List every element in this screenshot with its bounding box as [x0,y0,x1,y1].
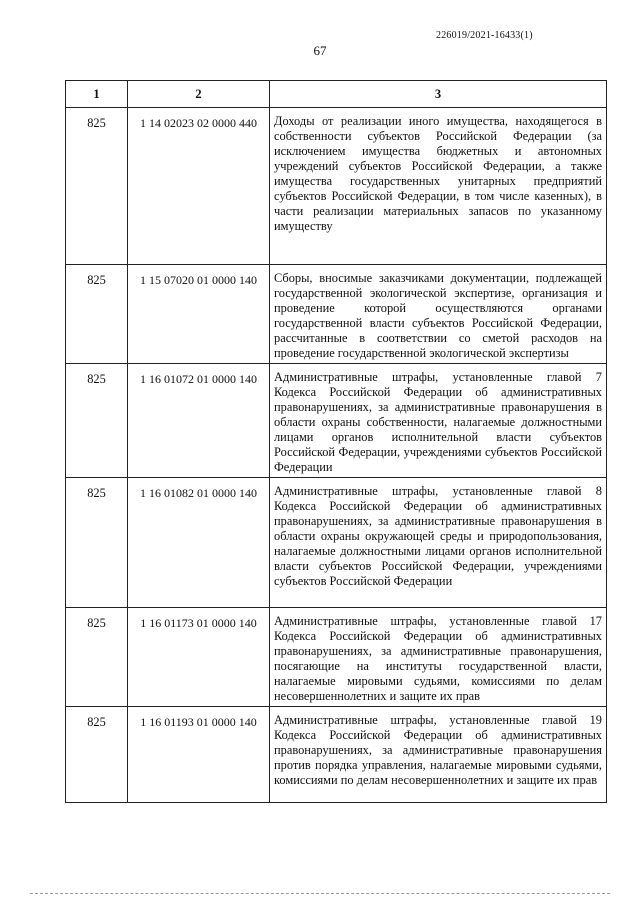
kbk-code-cell: 1 15 07020 01 0000 140 [128,265,270,364]
description-cell: Сборы, вносимые заказчиками документации, подлежащей государственной экологической экспертизе, организация и проведение которой осуществляются органами государственной власти субъектов Российской Федерации, рассчитанные в соответствии со сметой расходов на проведение государственной экологической экспертизы [270,265,607,364]
description-cell: Административные штрафы, установленные главой 19 Кодекса Российской Федерации об административных правонарушениях, за административные правонарушения против порядка управления, налагаемые мировыми судьями, комиссиями по делам несовершеннолетних и защите их прав [270,707,607,803]
table-header-row [66,81,607,108]
kbk-code-cell: 1 16 01173 01 0000 140 [128,608,270,707]
kbk-code-cell: 1 14 02023 02 0000 440 [128,108,270,265]
admin-code-cell: 825 [66,265,128,364]
column-header-2: 2 [128,81,270,108]
description-cell: Административные штрафы, установленные главой 7 Кодекса Российской Федерации об административных правонарушениях, за административные правонарушения в области охраны собственности, налагаемые должностными лицами органов исполнительной власти субъектов Российской Федерации, учреждениями субъектов Российской Федерации [270,364,607,478]
description-cell: Административные штрафы, установленные главой 8 Кодекса Российской Федерации об административных правонарушениях, за административные правонарушения в области охраны окружающей среды и природопользования, налагаемые должностными лицами органов исполнительной власти субъектов Российской Федерации, учреждениями субъектов Российской Федерации [270,478,607,608]
scan-edge-line [30,893,610,894]
document-id: 226019/2021-16433(1) [436,30,533,41]
column-header-1: 1 [66,81,128,108]
revenue-code-table [65,80,607,803]
page-number: 67 [313,43,327,58]
admin-code-cell: 825 [66,108,128,265]
kbk-code-cell: 1 16 01193 01 0000 140 [128,707,270,803]
admin-code-cell: 825 [66,707,128,803]
admin-code-cell: 825 [66,364,128,478]
table-row [66,364,607,478]
description-cell: Доходы от реализации иного имущества, находящегося в собственности субъектов Российской Федерации (за исключением имущества бюджетных и автономных учреждений субъектов Российской Федерации, а также имущества государственных унитарных предприятий субъектов Российской Федерации, в том числе казенных), в части реализации материальных запасов по указанному имуществу [270,108,607,265]
table-row [66,265,607,364]
admin-code-cell: 825 [66,478,128,608]
column-header-3: 3 [270,81,607,108]
table-row [66,478,607,608]
table-row [66,707,607,803]
admin-code-cell: 825 [66,608,128,707]
kbk-code-cell: 1 16 01072 01 0000 140 [128,364,270,478]
description-cell: Административные штрафы, установленные главой 17 Кодекса Российской Федерации об административных правонарушениях, за административные правонарушения, посягающие на институты государственной власти, налагаемые мировыми судьями, комиссиями по делам несовершеннолетних и защите их прав [270,608,607,707]
kbk-code-cell: 1 16 01082 01 0000 140 [128,478,270,608]
table-row [66,108,607,265]
table-row [66,608,607,707]
